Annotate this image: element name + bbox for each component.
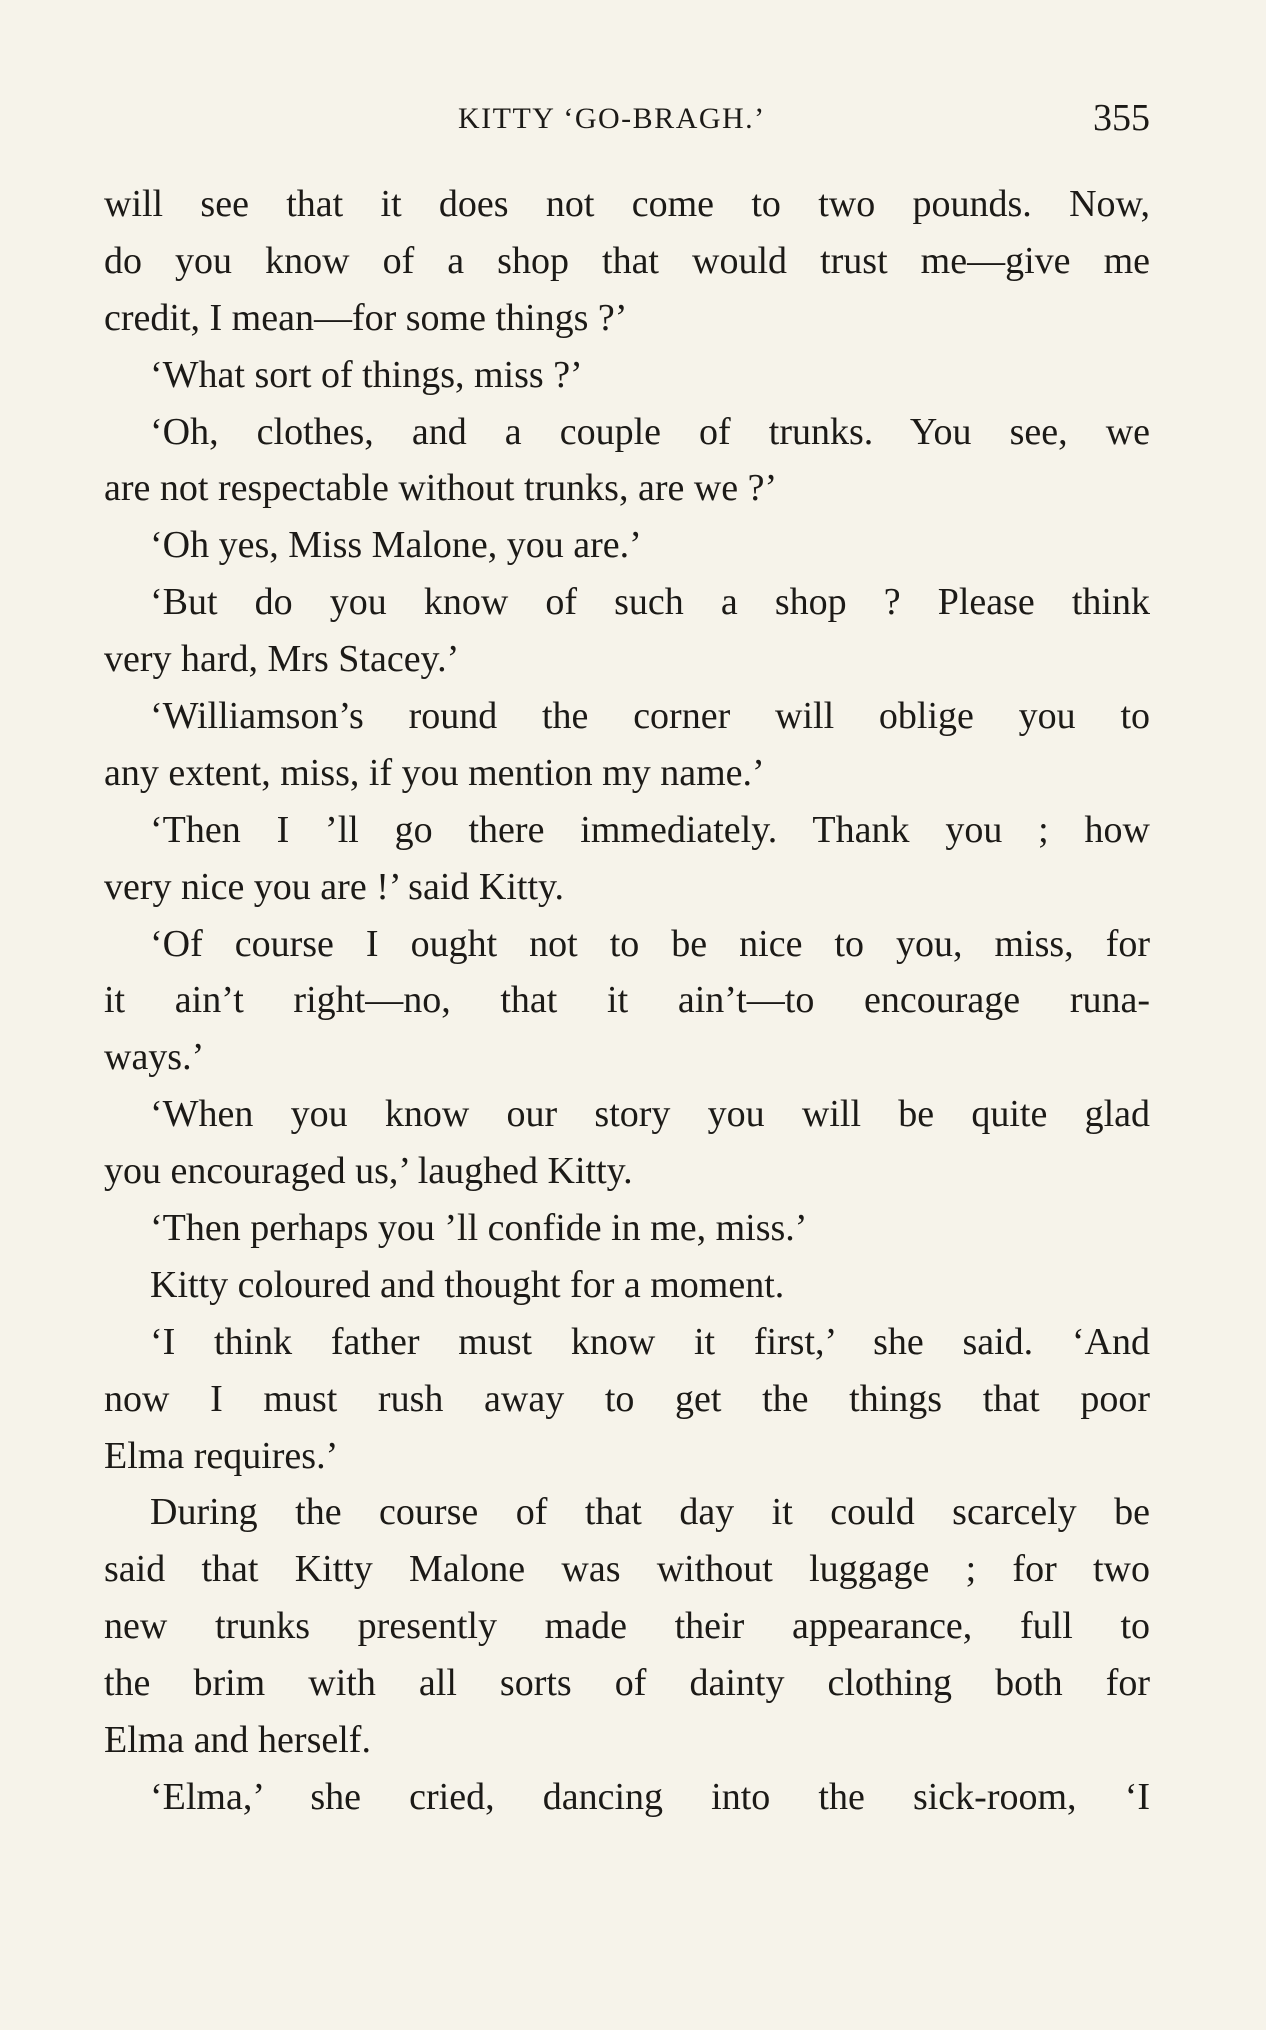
- text-line: ‘Of course I ought not to be nice to you, miss, for: [150, 922, 1150, 965]
- text-line: you encouraged us,’ laughed Kitty.: [104, 1150, 633, 1193]
- text-line: are not respectable without trunks, are we ?’: [104, 467, 778, 510]
- text-line: very nice you are !’ said Kitty.: [104, 865, 565, 908]
- text-line: credit, I mean—for some things ?’: [104, 296, 628, 339]
- text-line: do you know of a shop that would trust me—give me: [104, 239, 1150, 282]
- text-line: now I must rush away to get the things that poor: [104, 1377, 1150, 1420]
- text-line: ‘Oh, clothes, and a couple of trunks. You see, we: [150, 410, 1150, 453]
- text-line: ‘But do you know of such a shop ? Please think: [150, 581, 1150, 624]
- text-line: During the course of that day it could scarcely be: [150, 1491, 1150, 1534]
- text-line: very hard, Mrs Stacey.’: [104, 638, 460, 681]
- text-line: ‘Then perhaps you ’ll confide in me, miss.’: [150, 1207, 808, 1250]
- text-line: any extent, miss, if you mention my name.’: [104, 751, 765, 794]
- page-number: 355: [1093, 97, 1150, 139]
- text-line: ‘What sort of things, miss ?’: [150, 353, 583, 396]
- text-line: ‘Then I ’ll go there immediately. Thank you ; how: [150, 808, 1150, 851]
- text-line: ‘When you know our story you will be quite glad: [150, 1093, 1150, 1136]
- text-line: ‘Williamson’s round the corner will oblige you to: [150, 695, 1150, 738]
- text-line: the brim with all sorts of dainty clothing both for: [104, 1662, 1150, 1705]
- text-line: ways.’: [104, 1036, 205, 1079]
- text-line: new trunks presently made their appearance, full to: [104, 1605, 1150, 1648]
- body-text: [104, 176, 1150, 1826]
- text-line: will see that it does not come to two pounds. Now,: [104, 183, 1150, 225]
- text-line: Elma and herself.: [104, 1719, 371, 1762]
- text-line: Elma requires.’: [104, 1434, 339, 1477]
- text-line: said that Kitty Malone was without luggage ; for two: [104, 1548, 1150, 1591]
- text-line: ‘I think father must know it first,’ she said. ‘And: [150, 1320, 1150, 1363]
- running-head: [104, 96, 1150, 144]
- text-line: it ain’t right—no, that it ain’t—to encourage runa-: [104, 979, 1150, 1022]
- text-line: ‘Elma,’ she cried, dancing into the sick-room, ‘I: [150, 1775, 1150, 1818]
- text-line: ‘Oh yes, Miss Malone, you are.’: [150, 524, 642, 567]
- running-title: KITTY ‘GO-BRAGH.’: [458, 102, 766, 135]
- text-line: Kitty coloured and thought for a moment.: [150, 1263, 785, 1306]
